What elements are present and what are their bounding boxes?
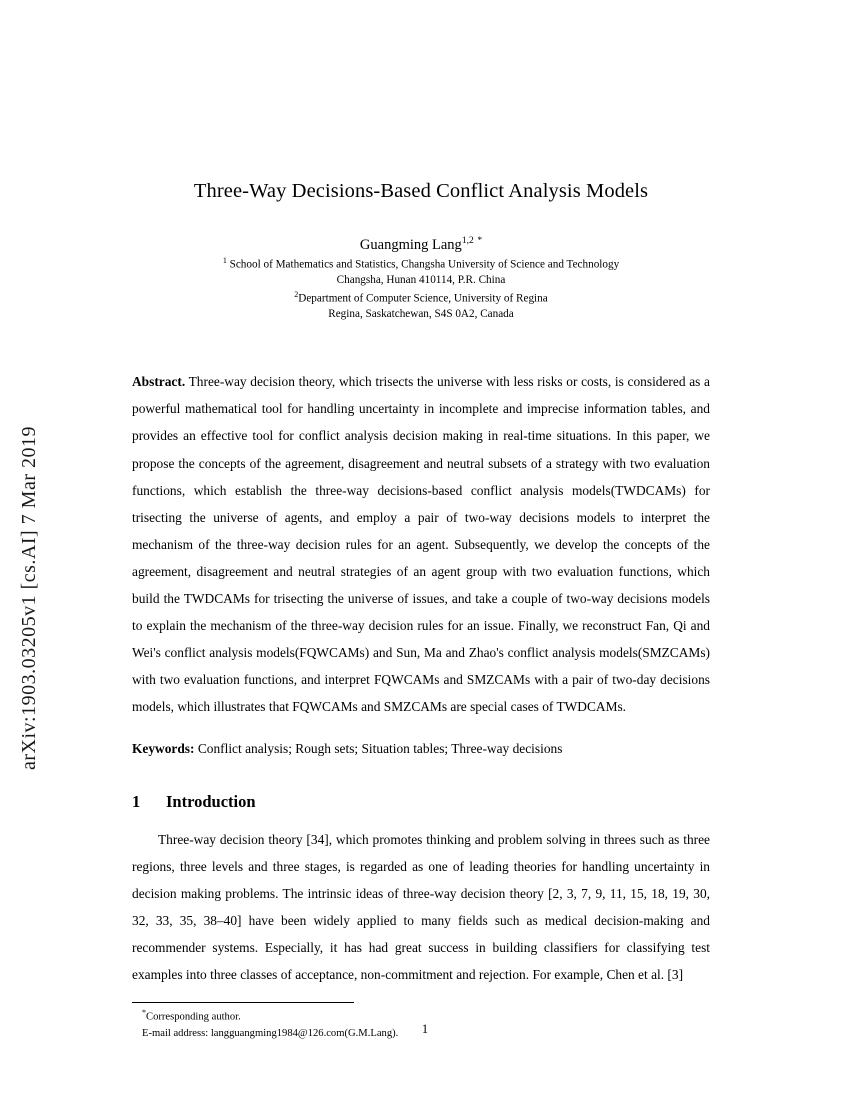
footnote-email: E-mail address: langguangming1984@126.com(G.M.Lang).: [142, 1027, 399, 1039]
affiliation-marker: 2: [294, 289, 299, 299]
affiliation-line: [132, 255, 710, 273]
author-affiliation-marker: 1,2: [461, 236, 474, 247]
author-name: [132, 235, 710, 255]
section-heading-introduction: [132, 792, 710, 812]
affiliation-text: Regina, Saskatchewan, S4S 0A2, Canada: [328, 307, 514, 320]
abstract-label: Abstract.: [132, 374, 186, 390]
corresponding-author-marker: *: [477, 236, 483, 247]
paper-content: [132, 0, 710, 1042]
affiliation-text: Department of Computer Science, University of Regina: [298, 292, 548, 305]
arxiv-identifier-stamp: arXiv:1903.03205v1 [cs.AI] 7 Mar 2019: [18, 426, 40, 770]
footnote-marker: *: [142, 1008, 146, 1018]
footnote-divider: [132, 1002, 354, 1003]
keywords-label: Keywords:: [132, 741, 195, 757]
affiliation-text: Changsha, Hunan 410114, P.R. China: [336, 274, 506, 287]
abstract-text: Three-way decision theory, which trisects the universe with less risks or costs, is considered as a powerful mathematical tool for handling uncertainty in incomplete and imprecise information tables, and provides an effective tool for conflict analysis decision making in real-time situations. In this paper, we propose the concepts of the agreement, disagreement and neutral subsets of a strategy with two evaluation functions, which establish the three-way decisions-based conflict analysis models(TWDCAMs) for trisecting the universe of agents, and employ a pair of two-way decisions models to interpret the mechanism of the three-way decision rules for an agent. Subsequently, we develop the concepts of the agreement, disagreement and neutral strategies of an agent group with two evaluation functions, which build the TWDCAMs for trisecting the universe of issues, and take a couple of two-way decisions models to explain the mechanism of the three-way decision rules for an issue. Finally, we reconstruct Fan, Qi and Wei's conflict analysis models(FQWCAMs) and Sun, Ma and Zhao's conflict analysis models(SMZCAMs) with two evaluation functions, and interpret FQWCAMs and SMZCAMs with a pair of two-day decisions models, which illustrates that FQWCAMs and SMZCAMs are special cases of TWDCAMs.: [132, 374, 710, 715]
page-number: 1: [421, 1022, 429, 1036]
affiliation-line: [132, 289, 710, 307]
keywords-text: Conflict analysis; Rough sets; Situation tables; Three-way decisions: [194, 741, 563, 757]
author-name-text: Guangming Lang: [359, 237, 462, 253]
introduction-paragraph: Three-way decision theory [34], which promotes thinking and problem solving in threes such as three regions, three levels and three stages, is regarded as one of leading theories for handling uncertainty in decision making problems. The intrinsic ideas of three-way decision theory [2, 3, 7, 9, 11, 15, 18, 19, 30, 32, 33, 35, 38–40] have been widely applied to many fields such as medical decision-making and recommender systems. Especially, it has had great success in building classifiers for classifying test examples into three classes of acceptance, non-commitment and rejection. For example, Chen et al. [3]: [132, 831, 710, 983]
keywords-section: [132, 736, 710, 761]
affiliation-text: School of Mathematics and Statistics, Changsha University of Science and Technology: [226, 258, 620, 271]
author-block: [132, 235, 710, 322]
affiliation-marker: 1: [222, 256, 227, 265]
abstract-section: [132, 368, 710, 720]
affiliation-line: [132, 273, 710, 288]
section-title: Introduction: [166, 791, 256, 811]
affiliation-line: [132, 307, 710, 322]
page-title: Three-Way Decisions-Based Conflict Analysis Models: [193, 180, 649, 202]
footnote-line-1: Corresponding author.: [146, 1011, 241, 1023]
section-number: 1: [132, 791, 141, 811]
